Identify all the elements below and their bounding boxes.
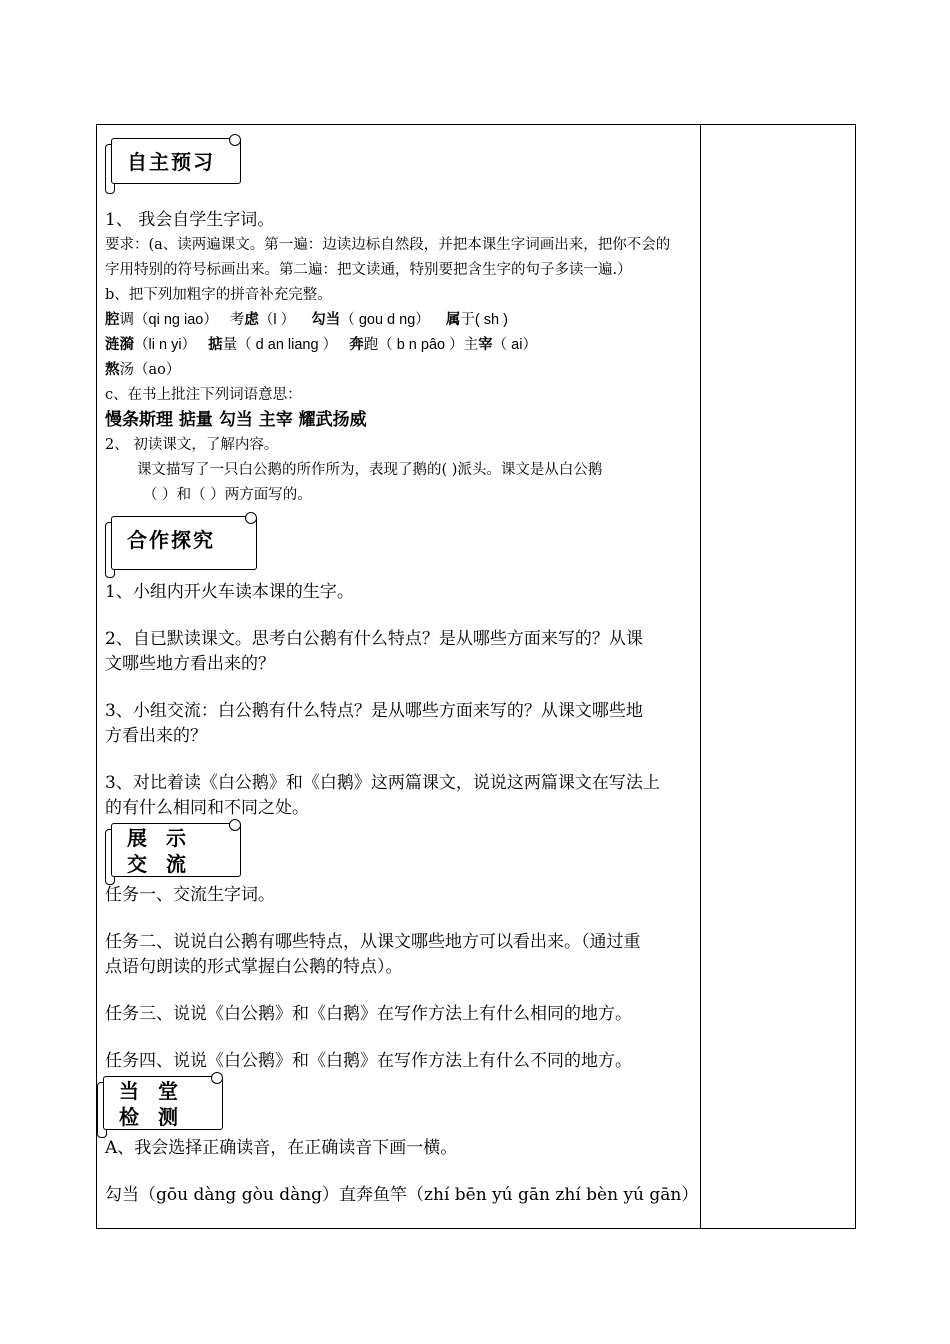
section-banner-preview	[105, 134, 695, 186]
present-task-2-line2: 点语句朗读的形式掌握白公鹅的特点）。	[105, 957, 403, 977]
pinyin-row-1: 腔调（qi ng iao） 考虑（l ） 勾当（ gou d ng） 属于( sh )	[105, 312, 508, 328]
test-a-line: 勾当（gōu dàng gòu dàng）直奔鱼竿（zhí bēn yú gān zhí bèn yú gān）	[105, 1185, 699, 1205]
vocab-words: 慢条斯理 掂量 勾当 主宰 耀武扬威	[105, 410, 367, 430]
scroll-curl-icon	[229, 134, 241, 146]
preview-item-1: 1、 我会自学生字词。	[105, 210, 275, 230]
section-banner-explore	[105, 512, 695, 572]
present-task-2-line1: 任务二、说说白公鹅有哪些特点，从课文哪些地方可以看出来。（通过重	[105, 932, 641, 952]
section-title: 当 堂 检 测	[119, 1079, 184, 1129]
scroll-curl-icon	[245, 512, 257, 524]
pinyin-row-3: 熬汤（ao）	[105, 362, 181, 378]
preview-item-2: 2、 初读课文，了解内容。	[105, 437, 279, 453]
preview-req-line2: 字用特别的符号标画出来。第二遍：把文读通，特别要把含生字的句子多读一遍.）	[105, 262, 632, 278]
preview-desc-line1: 课文描写了一只白公鹅的所作所为，表现了鹅的( )派头。课文是从白公鹅	[137, 462, 603, 478]
explore-q3-line1: 3、小组交流：白公鹅有什么特点？是从哪些方面来写的？从课文哪些地	[105, 701, 643, 721]
explore-q4-line2: 的有什么相同和不同之处。	[105, 798, 309, 818]
explore-q1: 1、小组内开火车读本课的生字。	[105, 582, 354, 602]
explore-q2-line2: 文哪些地方看出来的？	[105, 654, 275, 674]
present-task-3: 任务三、说说《白公鹅》和《白鹅》在写作方法上有什么相同的地方。	[105, 1004, 632, 1024]
explore-q4-line1: 3、对比着读《白公鹅》和《白鹅》这两篇课文，说说这两篇课文在写法上	[105, 773, 660, 793]
section-title: 自主预习	[127, 150, 215, 174]
scroll-curl-icon	[229, 819, 241, 831]
explore-q3-line2: 方看出来的？	[105, 726, 207, 746]
preview-c-line: c、在书上批注下列词语意思：	[105, 387, 302, 403]
column-divider	[700, 124, 701, 1229]
test-a: A、我会选择正确读音，在正确读音下画一横。	[105, 1138, 458, 1158]
present-task-1: 任务一、交流生字词。	[105, 885, 275, 905]
lesson-content	[105, 124, 699, 1208]
section-title: 合作探究	[127, 528, 215, 552]
section-banner-test	[97, 1072, 687, 1136]
section-banner-present	[105, 819, 695, 883]
present-task-4: 任务四、说说《白公鹅》和《白鹅》在写作方法上有什么不同的地方。	[105, 1051, 632, 1071]
explore-q2-line1: 2、自已默读课文。思考白公鹅有什么特点？是从哪些方面来写的？从课	[105, 629, 643, 649]
pinyin-row-2: 涟漪（li n yi） 掂量（ d an liang ） 奔跑（ b n pâo ）主宰（ ai）	[105, 337, 537, 353]
preview-req-line1: 要求：(a、读两遍课文。第一遍：边读边标自然段，并把本课生字词画出来，把你不会的	[105, 237, 671, 253]
preview-desc-line2: （ ）和（ ）两方面写的。	[143, 487, 312, 503]
preview-b-line: b、把下列加粗字的拼音补充完整。	[105, 287, 332, 303]
section-title: 展 示 交 流	[127, 826, 192, 876]
